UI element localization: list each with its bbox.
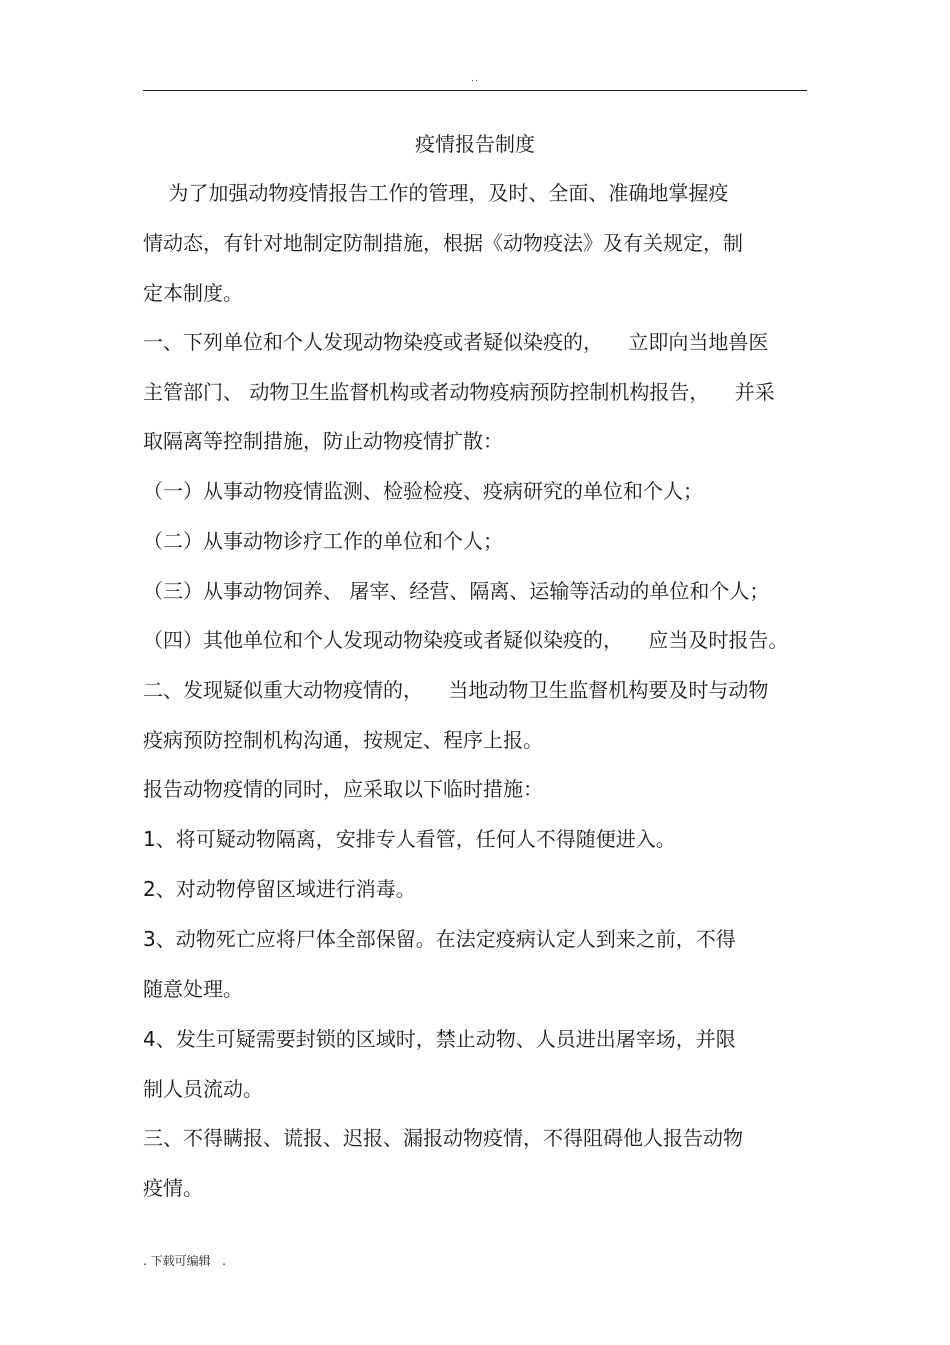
list-item: 2、对动物停留区域进行消毒。	[143, 877, 416, 901]
list-item: （二）从事动物诊疗工作的单位和个人；	[143, 529, 503, 553]
paragraph-line: 疫病预防控制机构沟通，按规定、程序上报。	[143, 728, 543, 752]
paragraph-line: 报告动物疫情的同时，应采取以下临时措施：	[143, 777, 543, 801]
paragraph-line: 一、下列单位和个人发现动物染疫或者疑似染疫的， 立即向当地兽医	[143, 330, 769, 354]
paragraph-line: 主管部门、 动物卫生监督机构或者动物疫病预防控制机构报告， 并采	[143, 380, 775, 404]
list-item: （三）从事动物饲养、 屠宰、经营、隔离、运输等活动的单位和个人；	[143, 579, 770, 603]
list-item: 随意处理。	[143, 977, 243, 1001]
document-title: 疫情报告制度	[415, 132, 535, 156]
page-footer: . 下载可编辑 .	[143, 1254, 226, 1268]
list-item: 制人员流动。	[143, 1077, 263, 1101]
paragraph-line: 定本制度。	[143, 281, 243, 305]
list-item: 3、动物死亡应将尸体全部保留。在法定疫病认定人到来之前，不得	[143, 927, 736, 951]
paragraph-line: 取隔离等控制措施，防止动物疫情扩散：	[143, 429, 503, 453]
header-rule	[143, 90, 807, 91]
paragraph-line: 二、发现疑似重大动物疫情的， 当地动物卫生监督机构要及时与动物	[143, 678, 769, 702]
page-header-mark: ..	[471, 74, 479, 84]
paragraph-line: 情动态，有针对地制定防制措施，根据《动物疫法》及有关规定，制	[143, 231, 743, 255]
list-item: （四）其他单位和个人发现动物染疫或者疑似染疫的， 应当及时报告。	[143, 628, 789, 652]
list-item: 1、将可疑动物隔离，安排专人看管，任何人不得随便进入。	[143, 827, 676, 851]
list-item: （一）从事动物疫情监测、检验检疫、疫病研究的单位和个人；	[143, 479, 703, 503]
paragraph-line: 疫情。	[143, 1176, 203, 1200]
paragraph-line: 三、不得瞒报、谎报、迟报、漏报动物疫情，不得阻碍他人报告动物	[143, 1126, 743, 1150]
list-item: 4、发生可疑需要封锁的区域时，禁止动物、人员进出屠宰场，并限	[143, 1027, 736, 1051]
paragraph-line: 为了加强动物疫情报告工作的管理，及时、全面、准确地掌握疫	[143, 181, 729, 205]
